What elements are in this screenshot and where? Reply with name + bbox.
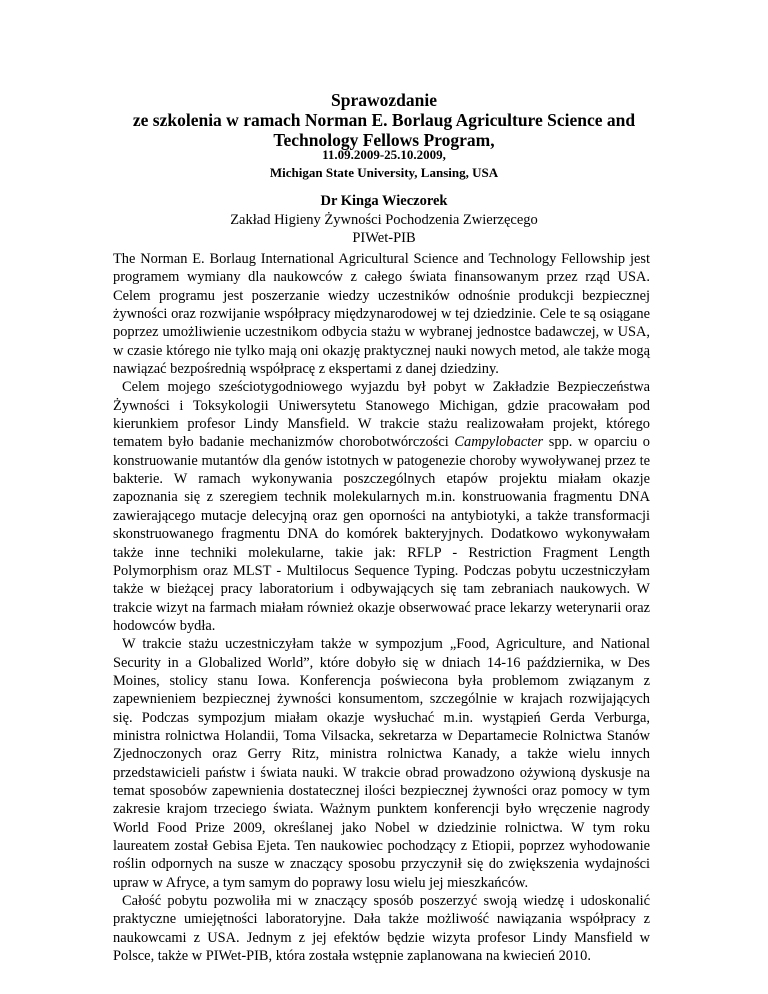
report-body <box>113 250 650 965</box>
author-name: Dr Kinga Wieczorek <box>320 193 448 209</box>
title-line-1: Sprawozdanie <box>331 90 437 110</box>
report-dates: 11.09.2009-25.10.2009, <box>322 147 446 162</box>
paragraph-1: The Norman E. Borlaug International Agricultural Science and Technology Fellowship jest programem wymiany dla naukowców z całego świata finansowanym przez rząd USA. Celem programu jest poszerzanie wiedzy uczestników odnośnie produkcji bezpiecznej żywności oraz rozwijanie współpracy międzynarodowej w tej dziedzinie. Cele te są osiągane poprzez umożliwienie uczestnikom odbycia stażu w wybranej jednostce badawczej, w USA, w czasie którego nie tylko mają oni okazję praktycznej nauki nowych metod, ale także mogą nawiązać bezpośrednią współpracę z ekspertami z danej dziedziny. <box>113 251 650 378</box>
paragraph-3: W trakcie stażu uczestniczyłam także w sympozjum „Food, Agriculture, and National Security in a Globalized World”, które dobyło się w dniach 14-16 października, w Des Moines, stolicy stanu Iowa. Konferencja poświecona była problemom związanym z zapewnieniem bezpiecznej żywności konsumentom, szczególnie w krajach rozwijających się. Podczas sympozjum miałam okazje wysłuchać m.in. wystąpień Gerda Verburga, ministra rolnictwa Holandii, Toma Vilsacka, sekretarza w Departamecie Rolnictwa Stanów Zjednoczonych oraz Gerry Ritz, ministra rolnictwa Kanady, a także wielu innych przedstawicieli państw i świata nauki. W trakcie obrad prowadzono ożywioną dyskusje na temat sposobów zapewnienia dostatecznej ilości bezpiecznej żywności oraz pomocy w tym zakresie krajom trzeciego świata. Ważnym punktem konferencji było wręczenie nagrody World Food Prize 2009, określanej jako Nobel w dziedzinie rolnictwa. W tym roku laureatem został Gebisa Ejeta. Ten naukowiec pochodzący z Etiopii, poprzez wyhodowanie roślin odpornych na susze w znaczący sposobu przyczynił się do zwiększenia wydajności upraw w Afryce, a tym samym do poprawy losu wielu jej mieszkańców. <box>113 636 650 891</box>
paragraph-2-text-a: Celem mojego sześciotygodniowego wyjazdu był pobyt w Zakładzie Bezpieczeństwa Żywności i Toksykologii Uniwersytetu Stanowego Michigan, gdzie pracowałam pod kierunkiem profesor Lindy Mansfield. W trakcie stażu realizowałam projekt, którego tematem było badanie mechanizmów chorobotwórczości <box>113 379 650 451</box>
paragraph-2-text-b: spp. w oparciu o konstruowanie mutantów dla genów istotnych w patogenezie choroby wywoływanej przez te bakterie. W ramach wykonywania poszczególnych etapów projektu miałam okazje zapoznania się z szeregiem technik molekularnych m.in. konstruowania fragmentu DNA zawierającego mutacje delecyjną oraz gen oporności na antybiotyki, a także transformacji skonstruowanego fragmentu DNA do komórek bakteryjnych. Dodatkowo wykonywałam także inne techniki molekularne, takie jak: RFLP - Restriction Fragment Length Polymorphism oraz MLST - Multilocus Sequence Typing. Podczas pobytu uczestniczyłam także w bieżącej pracy laboratorium i odbywających się tam zebraniach naukowych. W trakcie wizyt na farmach miałam również okazje obserwować prace lekarzy weterynarii oraz hodowców bydła. <box>113 434 650 634</box>
author-institute: PIWet-PIB <box>352 230 416 246</box>
paragraph-4: Całość pobytu pozwoliła mi w znaczący sposób poszerzyć swoją wiedzę i udoskonalić praktyczne umiejętności laboratoryjne. Dała także możliwość nawiązania współpracy z naukowcami z USA. Jednym z jej efektów będzie wizyta profesor Lindy Mansfield w Polsce, także w PIWet-PIB, która została wstępnie zaplanowana na kwiecień 2010. <box>113 893 650 965</box>
author-department: Zakład Higieny Żywności Pochodzenia Zwierzęcego <box>230 211 538 228</box>
author-block <box>0 192 768 248</box>
title-line-3: Technology Fellows Program, <box>273 130 495 150</box>
paragraph-2-species: Campylobacter <box>454 434 544 451</box>
title-line-2: ze szkolenia w ramach Norman E. Borlaug Agriculture Science and <box>132 110 636 130</box>
paragraph-2 <box>113 378 650 635</box>
report-subtitle <box>0 146 768 182</box>
report-title <box>0 90 768 150</box>
report-location: Michigan State University, Lansing, USA <box>269 165 499 180</box>
